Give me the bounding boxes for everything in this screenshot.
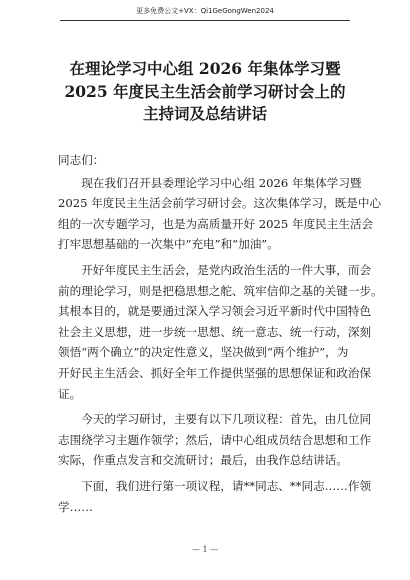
paragraph-3 bbox=[58, 409, 372, 471]
salutation: 同志们： bbox=[58, 153, 105, 167]
body-line: 其根本目的，就是要通过深入学习领会习近平新时代中国特色 bbox=[58, 304, 372, 319]
body-line: 下面，我们进行第一项议程，请**同志、**同志……作领 bbox=[81, 478, 372, 493]
body-line: 打牢思想基础的一次集中“充电”和“加油”。 bbox=[58, 237, 279, 252]
document-title bbox=[40, 58, 370, 126]
body-line: 实际，作重点发言和交流研讨；最后，由我作总结讲话。 bbox=[58, 453, 348, 468]
body-line: 现在我们召开县委理论学习中心组 2026 年集体学习暨 bbox=[81, 175, 362, 190]
body-line: 学…… bbox=[58, 499, 93, 514]
paragraph-2 bbox=[58, 260, 383, 404]
paragraph-4 bbox=[58, 476, 372, 517]
body-line: 领悟“两个确立”的决定性意义，坚决做到“两个维护”，为 bbox=[58, 345, 349, 360]
page-number: — 1 — bbox=[191, 545, 219, 554]
body-line: 前的理论学习，则是把稳思想之舵、筑牢信仰之基的关键一步。 bbox=[58, 283, 383, 298]
title-line: 主持词及总结讲话 bbox=[142, 104, 267, 123]
body-line: 开好民主生活会、抓好全年工作提供坚强的思想保证和政治保 bbox=[58, 365, 372, 380]
title-line: 2025 年度民主生活会前学习研讨会上的 bbox=[64, 81, 346, 101]
body-line: 组的一次专题学习，也是为高质量开好 2025 年度民主生活会 bbox=[58, 216, 374, 231]
body-line: 志围绕学习主题作领学；然后，请中心组成员结合思想和工作 bbox=[58, 432, 372, 447]
document-body bbox=[58, 150, 383, 522]
body-line: 证。 bbox=[58, 386, 82, 401]
body-line: 社会主义思想，进一步统一思想、统一意志、统一行动，深刻 bbox=[58, 324, 372, 339]
page-header: 更多免费公文+VX：Qi1GeGongWen2024 bbox=[136, 7, 274, 15]
body-line: 开好年度民主生活会，是党内政治生活的一件大事，而会 bbox=[81, 262, 372, 277]
paragraph-1 bbox=[58, 173, 382, 255]
header-divider bbox=[60, 20, 350, 21]
body-line: 2025 年度民主生活会前学习研讨会。这次集体学习，既是中心 bbox=[58, 196, 382, 211]
title-line: 在理论学习中心组 2026 年集体学习暨 bbox=[69, 59, 341, 78]
body-line: 今天的学习研讨，主要有以下几项议程：首先，由几位同 bbox=[81, 412, 372, 427]
